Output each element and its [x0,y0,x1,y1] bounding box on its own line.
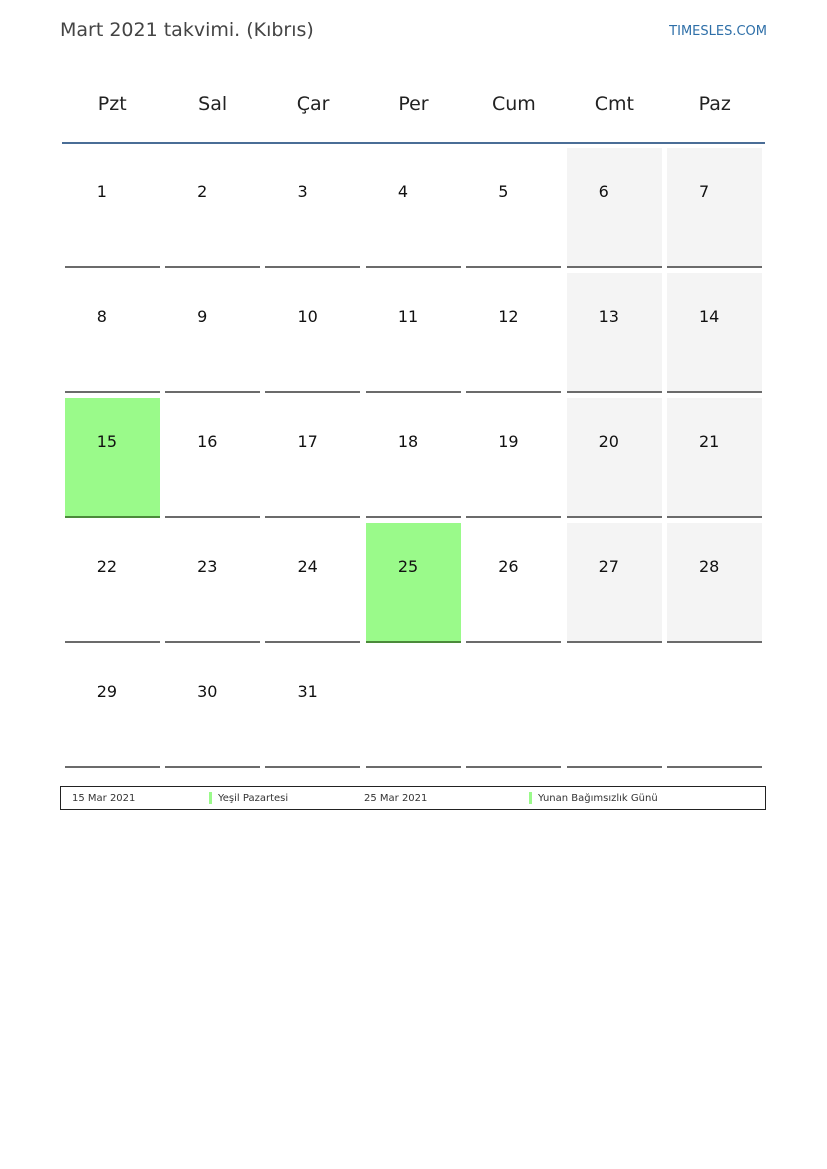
day-cell[interactable] [466,398,561,518]
day-number: 19 [498,432,519,451]
calendar-week-row [62,398,765,523]
day-number: 6 [598,182,609,201]
page-title: Mart 2021 takvimi. (Kıbrıs) [60,19,314,41]
day-number: 2 [197,182,208,201]
day-number: 21 [698,432,720,451]
empty-day-cell [567,648,662,768]
calendar-week-row [62,148,765,273]
day-cell[interactable] [165,523,260,643]
day-number: 11 [397,307,419,326]
legend-date: 25 Mar 2021 [364,793,428,804]
day-cell[interactable] [366,523,461,643]
legend-date: 15 Mar 2021 [72,793,136,804]
day-cell[interactable] [567,148,662,268]
day-number: 29 [96,682,118,701]
weekday-label: Per [398,93,429,115]
calendar-weeks [62,148,765,773]
day-cell[interactable] [366,398,461,518]
day-cell[interactable] [466,148,561,268]
day-cell[interactable] [265,273,360,393]
day-number: 17 [297,432,318,451]
legend-color-swatch [529,792,532,804]
day-number: 5 [498,182,509,201]
legend-holiday-name: Yunan Bağımsızlık Günü [538,793,658,804]
day-cell[interactable] [466,273,561,393]
weekday-header [62,78,765,144]
brand-link[interactable]: TIMESLES.COM [669,24,767,39]
weekday-label: Cmt [594,93,634,115]
calendar-grid [62,78,765,773]
day-cell[interactable] [667,148,762,268]
legend-color-swatch [209,792,212,804]
day-number: 27 [598,557,619,576]
day-number: 8 [96,307,107,326]
day-cell[interactable] [165,398,260,518]
day-number: 16 [197,432,218,451]
day-cell[interactable] [265,398,360,518]
day-number: 4 [397,182,408,201]
day-number: 26 [498,557,519,576]
day-cell[interactable] [567,523,662,643]
empty-day-cell [466,648,561,768]
day-number: 13 [598,307,619,326]
day-number: 28 [698,557,720,576]
day-cell[interactable] [165,148,260,268]
weekday-label: Pzt [97,93,127,115]
day-number: 20 [598,432,619,451]
day-number: 23 [197,557,218,576]
day-cell[interactable] [466,523,561,643]
empty-day-cell [667,648,762,768]
day-cell[interactable] [667,523,762,643]
day-number: 9 [197,307,208,326]
day-cell[interactable] [165,648,260,768]
weekday-label: Sal [198,93,228,115]
day-number: 12 [498,307,519,326]
day-cell[interactable] [366,273,461,393]
day-cell[interactable] [667,273,762,393]
day-cell[interactable] [567,398,662,518]
day-cell[interactable] [165,273,260,393]
calendar-week-row [62,523,765,648]
day-number: 18 [397,432,419,451]
calendar-week-row [62,648,765,773]
day-number: 24 [297,557,318,576]
day-number: 1 [96,182,107,201]
day-cell[interactable] [65,273,160,393]
day-cell[interactable] [265,148,360,268]
day-cell[interactable] [65,148,160,268]
empty-day-cell [366,648,461,768]
day-number: 3 [297,182,308,201]
calendar-week-row [62,273,765,398]
day-number: 7 [698,182,710,201]
day-number: 10 [297,307,318,326]
day-number: 25 [397,557,419,576]
day-cell[interactable] [265,523,360,643]
weekday-label: Çar [296,93,330,115]
day-cell[interactable] [65,648,160,768]
weekday-label: Cum [491,93,536,115]
day-number: 15 [96,432,118,451]
day-cell[interactable] [65,523,160,643]
day-cell[interactable] [667,398,762,518]
day-cell[interactable] [65,398,160,518]
day-cell[interactable] [366,148,461,268]
day-number: 30 [197,682,218,701]
day-number: 31 [297,682,318,701]
day-cell[interactable] [567,273,662,393]
weekday-label: Paz [698,93,731,115]
day-cell[interactable] [265,648,360,768]
day-number: 22 [96,557,118,576]
day-number: 14 [698,307,720,326]
legend-holiday-name: Yeşil Pazartesi [218,793,289,804]
holiday-legend [60,786,766,810]
